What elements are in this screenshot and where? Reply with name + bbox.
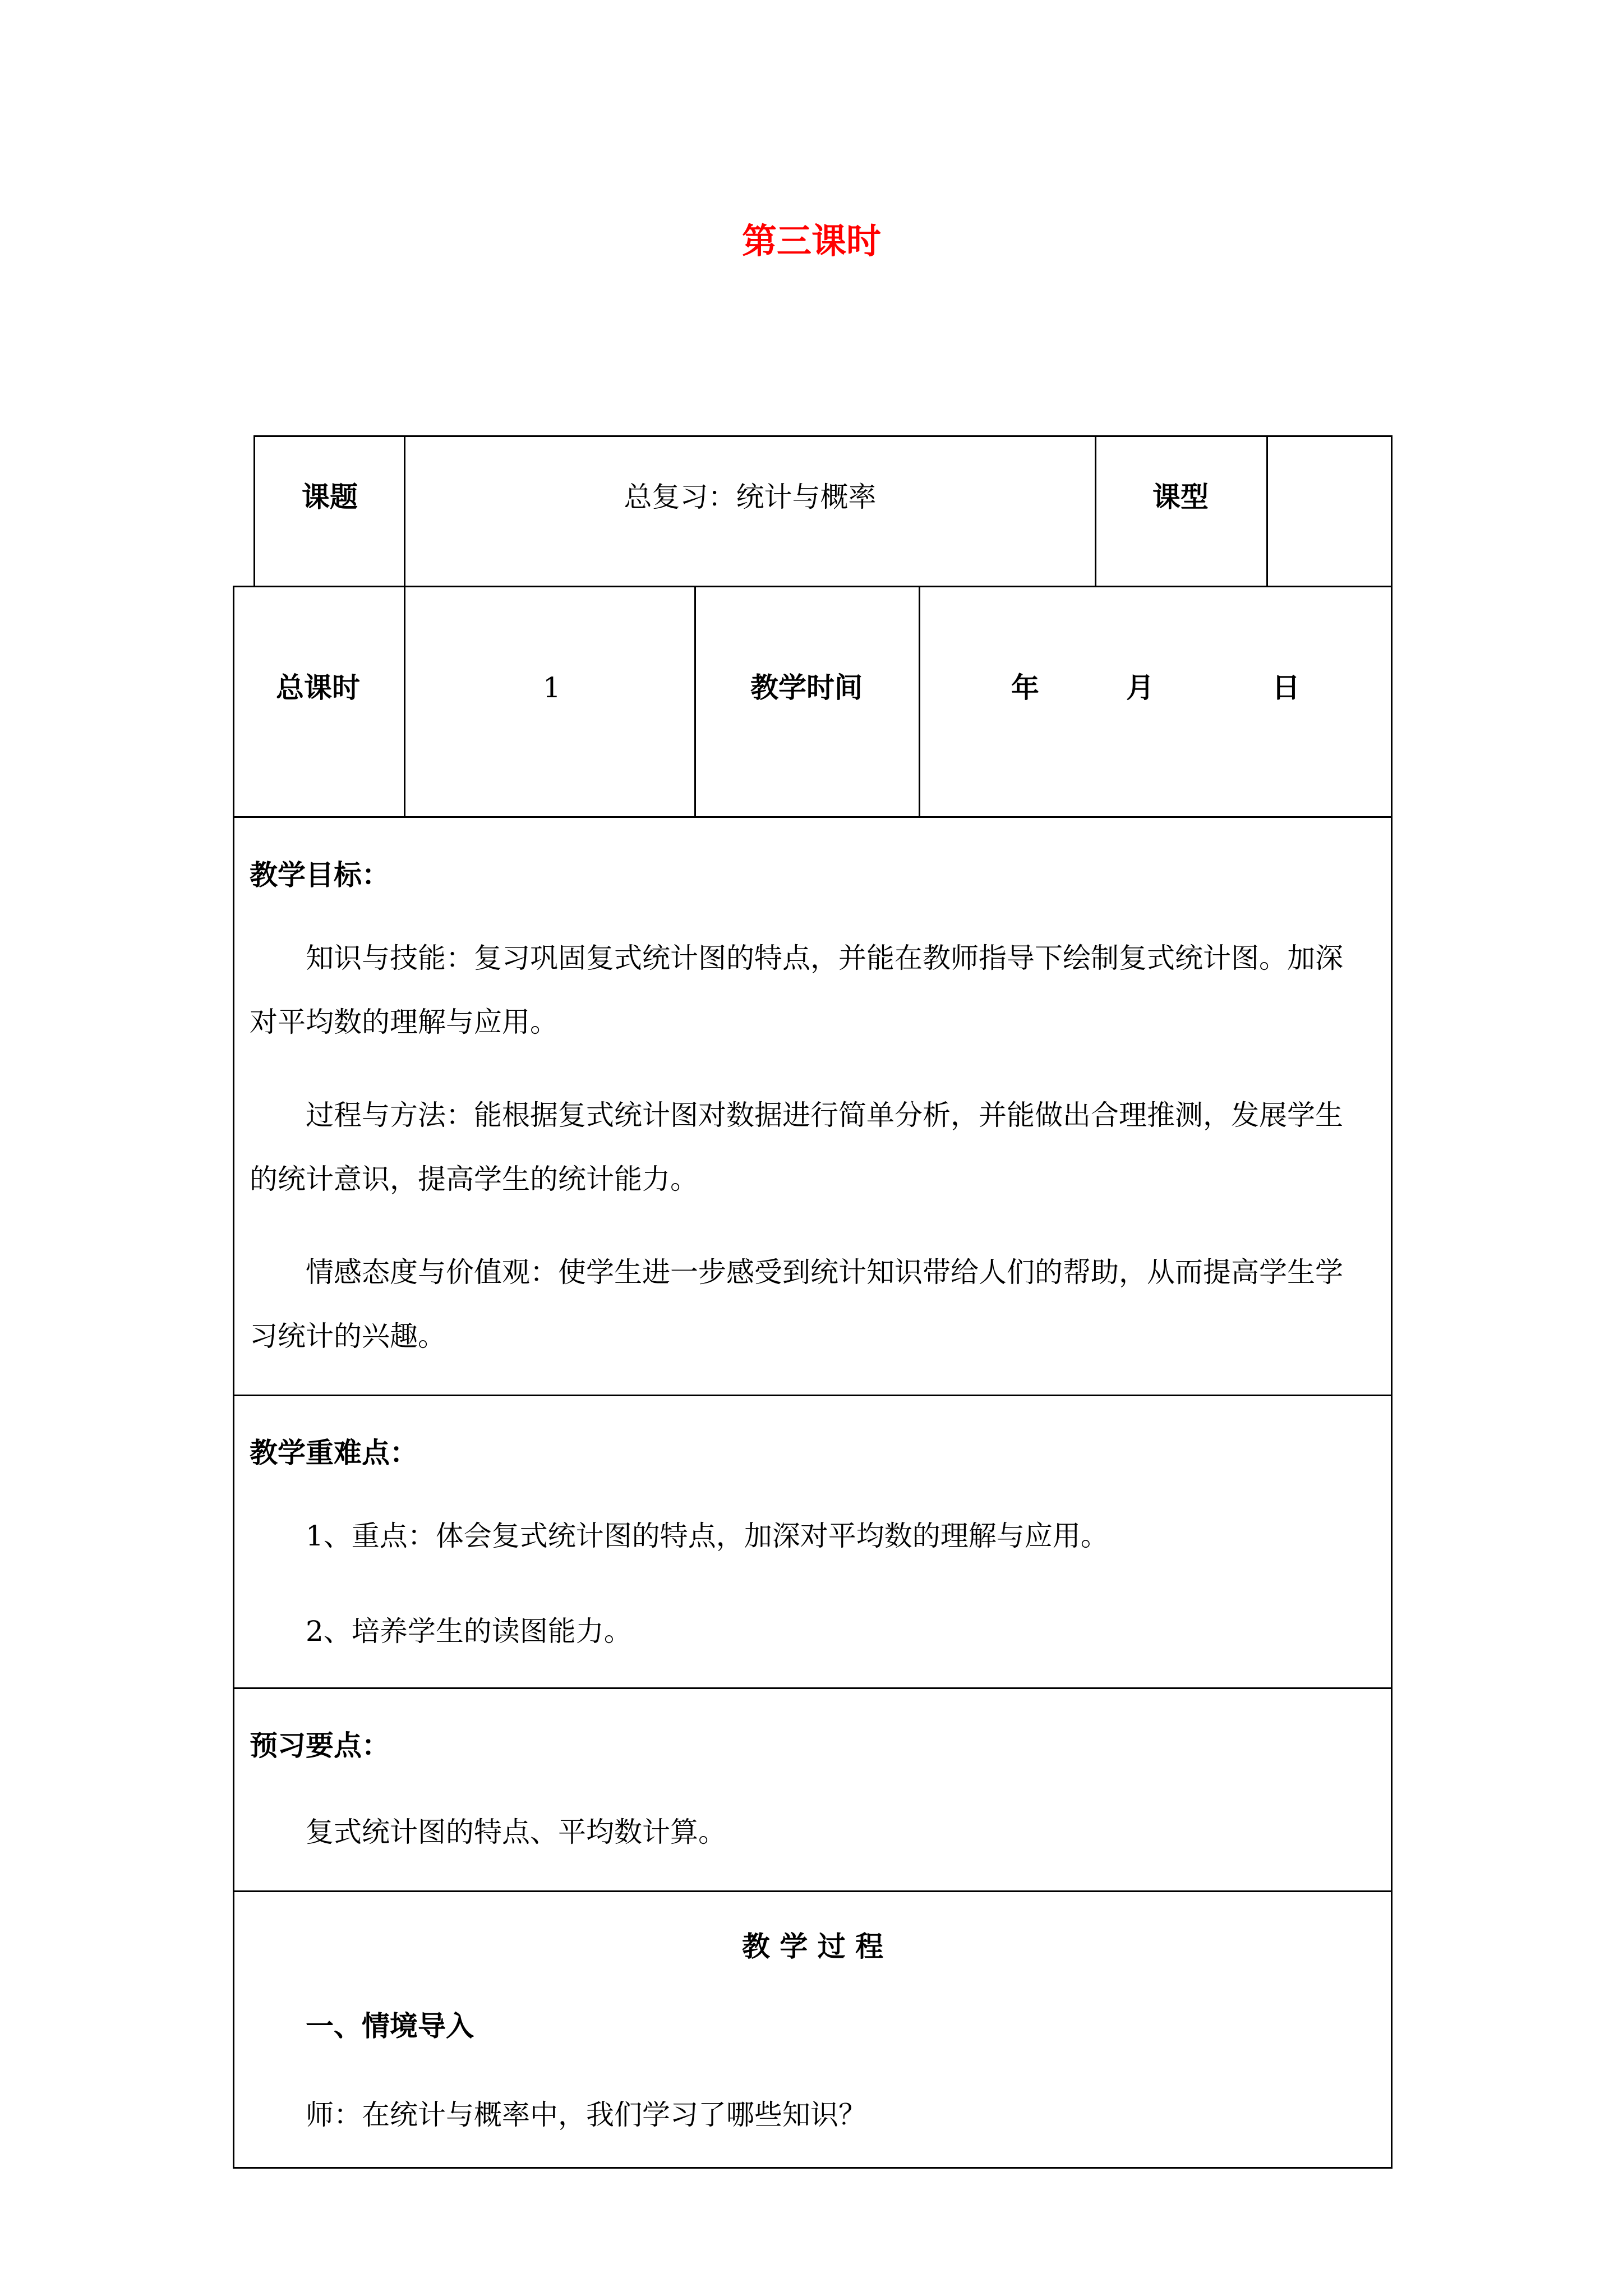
type-label: 课型 bbox=[1152, 481, 1209, 513]
preview-text: 复式统计图的特点、平均数计算。 bbox=[306, 1816, 726, 1848]
goals-top-border bbox=[233, 816, 1393, 818]
month-label: 月 bbox=[1126, 671, 1154, 704]
total-lessons-value: 1 bbox=[543, 671, 561, 704]
row1-left-border bbox=[253, 435, 255, 586]
topic-label: 课题 bbox=[302, 481, 358, 513]
row1-right-border bbox=[1391, 435, 1393, 586]
goals-skills-line1: 知识与技能：复习巩固复式统计图的特点，并能在教师指导下绘制复式统计图。加深 bbox=[306, 942, 1343, 974]
row2-divider-3 bbox=[919, 586, 920, 818]
topic-value: 总复习：统计与概率 bbox=[624, 481, 877, 513]
row1-divider-3 bbox=[1266, 435, 1268, 586]
goals-heading: 教学目标： bbox=[250, 859, 390, 891]
process-top-border bbox=[233, 1890, 1393, 1892]
goals-process-line1: 过程与方法：能根据复式统计图对数据进行简单分析，并能做出合理推测，发展学生 bbox=[306, 1099, 1343, 1131]
table-bottom-border bbox=[233, 2167, 1393, 2169]
row2-top-border bbox=[233, 586, 1393, 587]
row1-top-border bbox=[253, 435, 1393, 437]
goals-skills-line2: 对平均数的理解与应用。 bbox=[250, 1006, 558, 1038]
preview-heading: 预习要点： bbox=[250, 1729, 390, 1762]
row1-divider-2 bbox=[1095, 435, 1096, 586]
day-label: 日 bbox=[1272, 671, 1300, 704]
total-lessons-label: 总课时 bbox=[276, 671, 360, 704]
preview-top-border bbox=[233, 1687, 1393, 1689]
teaching-time-label: 教学时间 bbox=[750, 671, 863, 704]
teacher-question: 师：在统计与概率中，我们学习了哪些知识？ bbox=[306, 2099, 866, 2131]
page-title: 第三课时 bbox=[741, 220, 881, 261]
keypoint-item-2: 2、培养学生的读图能力。 bbox=[306, 1615, 632, 1648]
table-right-border bbox=[1391, 586, 1393, 2169]
goals-attitude-line1: 情感态度与价值观：使学生进一步感受到统计知识带给人们的帮助，从而提高学生学 bbox=[306, 1256, 1343, 1289]
row2-divider-2 bbox=[694, 586, 696, 818]
keypoints-heading: 教学重难点： bbox=[250, 1437, 418, 1469]
year-label: 年 bbox=[1011, 671, 1039, 704]
process-heading: 教 学 过 程 bbox=[741, 1930, 884, 1963]
goals-process-line2: 的统计意识，提高学生的统计能力。 bbox=[250, 1163, 698, 1195]
keypoint-item-1: 1、重点：体会复式统计图的特点，加深对平均数的理解与应用。 bbox=[306, 1520, 1109, 1552]
goals-attitude-line2: 习统计的兴趣。 bbox=[250, 1320, 446, 1352]
row2-divider-1 bbox=[404, 586, 405, 818]
process-section-1: 一、情境导入 bbox=[306, 2010, 474, 2042]
keypoints-top-border bbox=[233, 1395, 1393, 1396]
